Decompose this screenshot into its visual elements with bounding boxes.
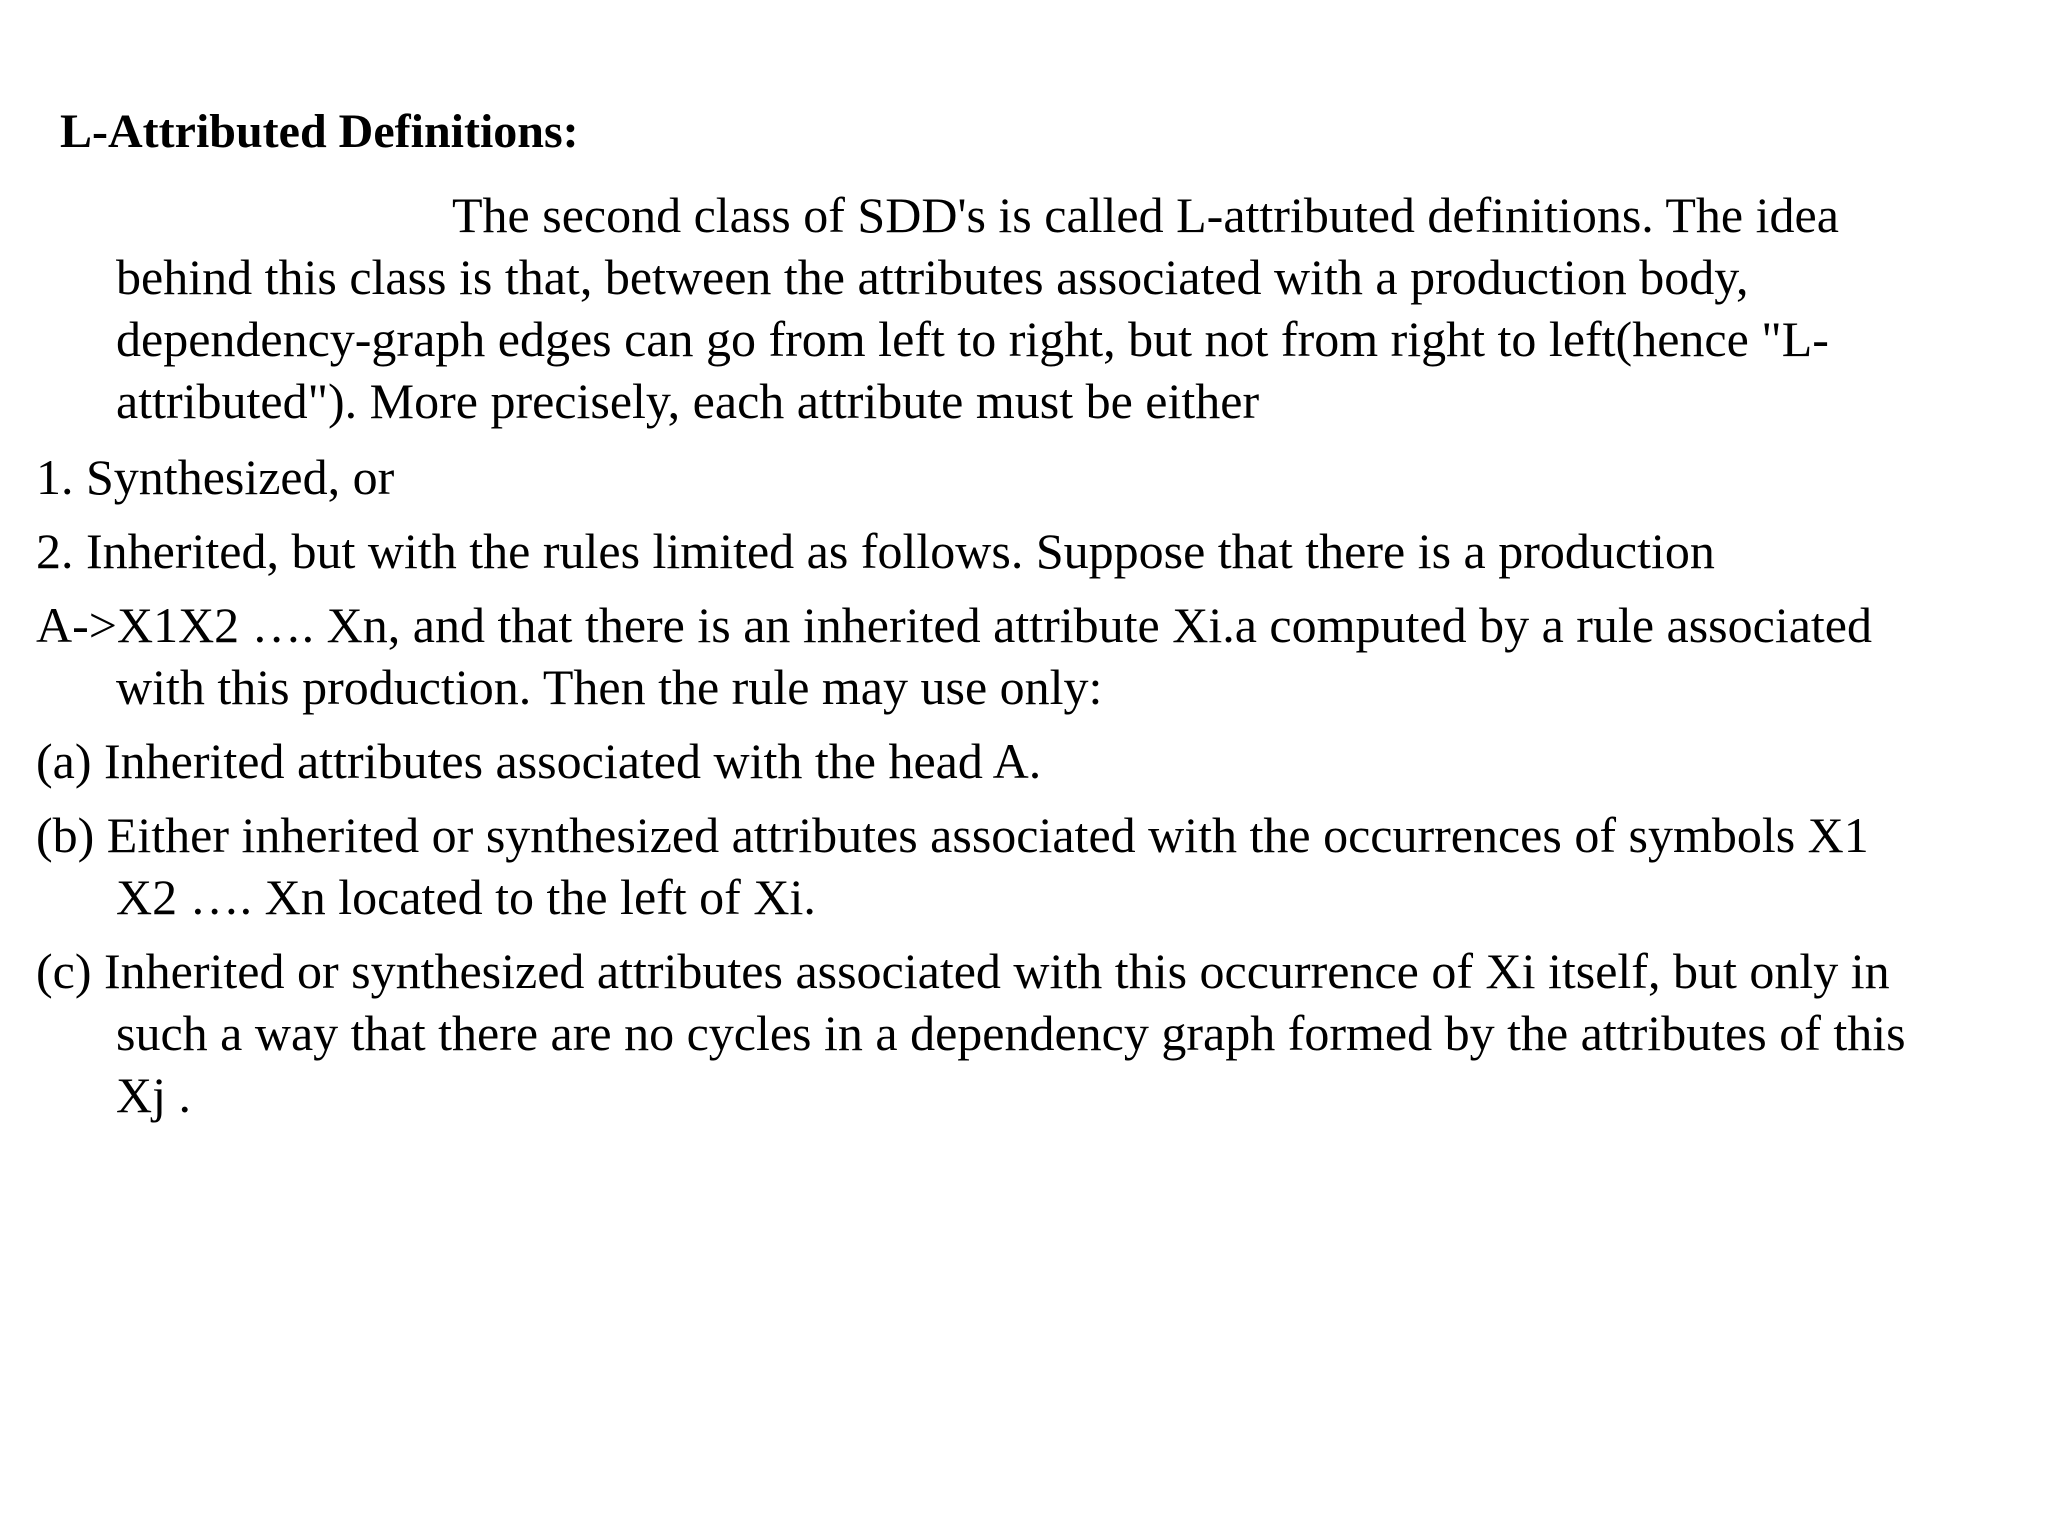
paragraph-line: The second class of SDD's is called L-attributed definitions. The idea [452, 187, 1839, 243]
slide-heading: L-Attributed Definitions: [60, 105, 579, 158]
production-paragraph [36, 594, 1996, 718]
intro-paragraph [36, 184, 1996, 432]
paragraph-line: Xj . [116, 1067, 191, 1123]
list-item-inherited [36, 520, 1996, 582]
rule-item-a [36, 730, 1996, 792]
rule-item-c [36, 940, 1996, 1126]
paragraph-line: 1. Synthesized, or [36, 449, 395, 505]
paragraph-line: behind this class is that, between the attributes associated with a production body, [116, 249, 1749, 305]
paragraph-line: dependency-graph edges can go from left to right, but not from right to left(hence "L- [116, 311, 1829, 367]
paragraph-line: with this production. Then the rule may use only: [116, 659, 1103, 715]
paragraph-line: (b) Either inherited or synthesized attributes associated with the occurrences of symbols X1 [36, 807, 1869, 863]
rule-item-b [36, 804, 1996, 928]
list-item-synthesized [36, 446, 1996, 508]
paragraph-line: such a way that there are no cycles in a dependency graph formed by the attributes of this [116, 1005, 1906, 1061]
paragraph-line: 2. Inherited, but with the rules limited as follows. Suppose that there is a production [36, 523, 1715, 579]
paragraph-line: (a) Inherited attributes associated with the head A. [36, 733, 1042, 789]
paragraph-line: X2 …. Xn located to the left of Xi. [116, 869, 816, 925]
paragraph-line: attributed"). More precisely, each attribute must be either [116, 373, 1260, 429]
paragraph-line: (c) Inherited or synthesized attributes associated with this occurrence of Xi itself, but only in [36, 943, 1890, 999]
paragraph-line: A->X1X2 …. Xn, and that there is an inherited attribute Xi.a computed by a rule associated [36, 597, 1872, 653]
